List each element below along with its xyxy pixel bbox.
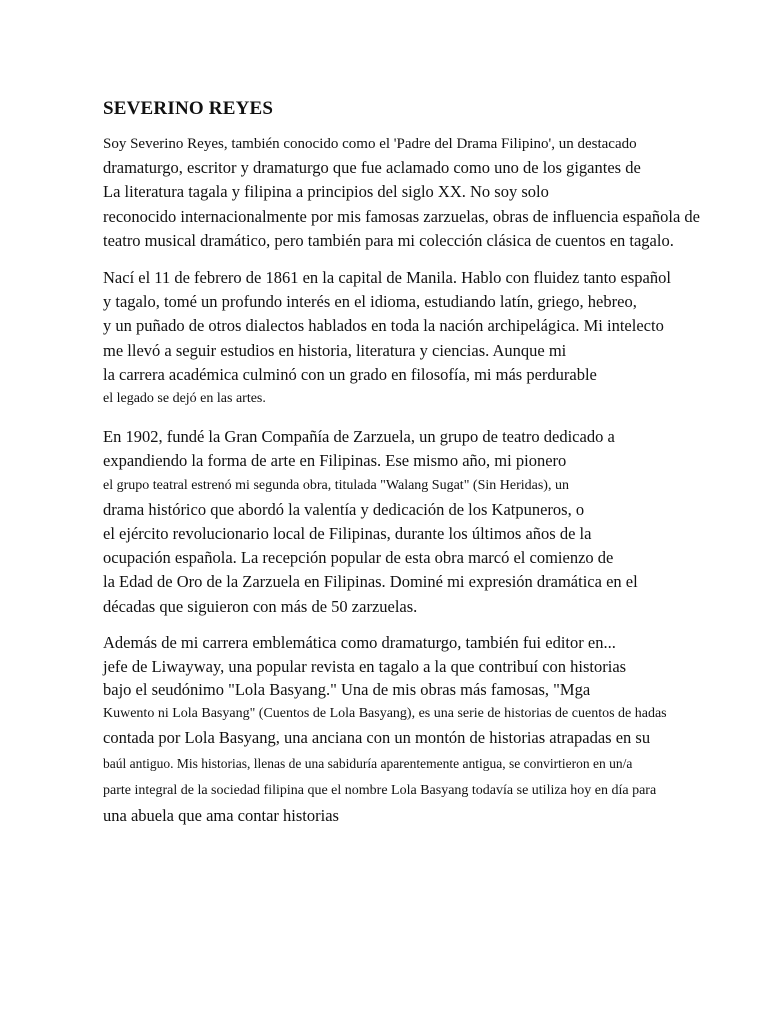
text-line: La literatura tagala y filipina a principios del siglo XX. No soy solo: [103, 182, 549, 202]
paragraph-intro: [103, 132, 763, 253]
text-line: parte integral de la sociedad filipina que el nombre Lola Basyang todavía se utiliza hoy en día para: [103, 782, 657, 798]
text-line: Además de mi carrera emblemática como dramaturgo, también fui editor en...: [103, 632, 616, 652]
paragraph-lola-basyang: [103, 631, 763, 828]
text-line: jefe de Liwayway, una popular revista en tagalo a la que contribuí con historias: [103, 656, 627, 676]
page-title: SEVERINO REYES: [103, 98, 274, 119]
document-page: [103, 96, 763, 842]
text-line: reconocido internacionalmente por mis famosas zarzuelas, obras de influencia española de: [103, 206, 700, 226]
text-line: décadas que siguieron con más de 50 zarzuelas.: [103, 596, 418, 616]
text-line: bajo el seudónimo "Lola Basyang." Una de mis obras más famosas, "Mga: [103, 680, 591, 700]
text-line: el grupo teatral estrenó mi segunda obra, titulada "Walang Sugat" (Sin Heridas), un: [103, 477, 569, 493]
text-line: ocupación española. La recepción popular de esta obra marcó el comienzo de: [103, 548, 614, 568]
text-line: expandiendo la forma de arte en Filipinas. Ese mismo año, mi pionero: [103, 451, 567, 471]
text-line: contada por Lola Basyang, una anciana con un montón de historias atrapadas en su: [103, 728, 651, 748]
paragraph-zarzuela: [103, 425, 763, 619]
text-line: Soy Severino Reyes, también conocido como el 'Padre del Drama Filipino', un destacado: [103, 136, 637, 152]
text-line: el legado se dejó en las artes.: [103, 391, 266, 407]
text-line: Nací el 11 de febrero de 1861 en la capital de Manila. Hablo con fluidez tanto español: [103, 268, 671, 288]
text-line: y un puñado de otros dialectos hablados en toda la nación archipelágica. Mi intelecto: [103, 316, 664, 336]
text-line: una abuela que ama contar historias: [103, 805, 339, 825]
text-line: Kuwento ni Lola Basyang" (Cuentos de Lola Basyang), es una serie de historias de cuentos de hadas: [103, 706, 667, 722]
text-line: la Edad de Oro de la Zarzuela en Filipinas. Dominé mi expresión dramática en el: [103, 572, 638, 592]
text-line: y tagalo, tomé un profundo interés en el idioma, estudiando latín, griego, hebreo,: [103, 292, 637, 312]
paragraph-birth: [103, 266, 763, 411]
text-line: drama histórico que abordó la valentía y dedicación de los Katpuneros, o: [103, 499, 585, 519]
text-line: la carrera académica culminó con un grado en filosofía, mi más perdurable: [103, 364, 597, 384]
text-line: teatro musical dramático, pero también para mi colección clásica de cuentos en tagalo.: [103, 230, 674, 250]
text-line: baúl antiguo. Mis historias, llenas de una sabiduría aparentemente antigua, se convirtieron en un/a: [103, 755, 633, 771]
text-line: me llevó a seguir estudios en historia, literatura y ciencias. Aunque mi: [103, 340, 567, 360]
text-line: En 1902, fundé la Gran Compañía de Zarzuela, un grupo de teatro dedicado a: [103, 427, 615, 447]
text-line: el ejército revolucionario local de Filipinas, durante los últimos años de la: [103, 524, 592, 544]
text-line: dramaturgo, escritor y dramaturgo que fue aclamado como uno de los gigantes de: [103, 158, 641, 178]
